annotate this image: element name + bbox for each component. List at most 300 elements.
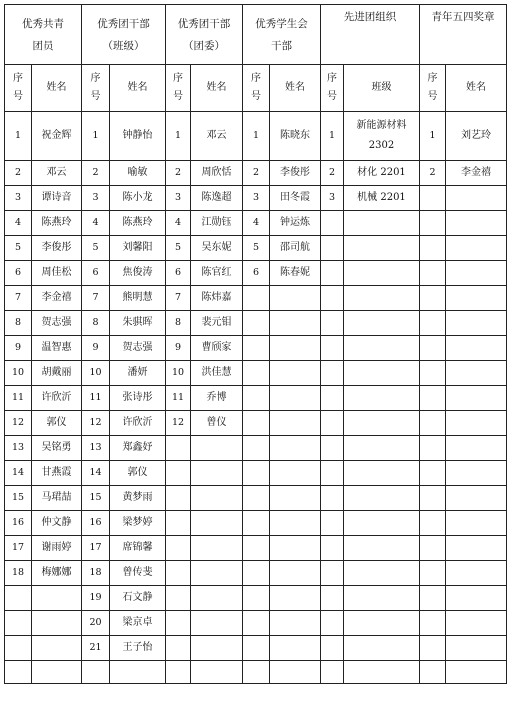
category-header-row — [5, 5, 507, 65]
table-row — [5, 386, 507, 411]
name-cell: 李俊彤 — [32, 236, 82, 261]
index-cell: 3 — [5, 186, 32, 211]
name-cell: 许欣沂 — [110, 411, 166, 436]
name-cell — [446, 186, 507, 211]
name-cell: 马珺喆 — [32, 486, 82, 511]
index-cell: 9 — [82, 336, 110, 361]
index-cell — [420, 261, 446, 286]
index-cell: 6 — [82, 261, 110, 286]
index-header: 序 号 — [5, 65, 32, 112]
class-cell-line: 新能源材料 — [356, 120, 407, 131]
index-cell — [420, 286, 446, 311]
index-cell — [243, 586, 270, 611]
index-cell — [243, 636, 270, 661]
name-cell — [446, 261, 507, 286]
class-cell — [344, 311, 420, 336]
index-cell: 13 — [82, 436, 110, 461]
name-cell — [446, 561, 507, 586]
table-row — [5, 236, 507, 261]
index-cell — [321, 511, 344, 536]
name-cell — [446, 311, 507, 336]
name-cell — [270, 536, 321, 561]
index-cell: 17 — [82, 536, 110, 561]
name-cell: 洪佳慧 — [191, 361, 243, 386]
table-row — [5, 586, 507, 611]
index-cell — [82, 661, 110, 684]
index-cell — [166, 511, 191, 536]
name-cell — [191, 461, 243, 486]
name-cell — [191, 586, 243, 611]
index-cell — [321, 586, 344, 611]
name-cell — [32, 611, 82, 636]
index-cell: 1 — [82, 112, 110, 161]
name-cell: 王子怡 — [110, 636, 166, 661]
name-cell: 陈燕玲 — [110, 211, 166, 236]
name-cell — [191, 636, 243, 661]
category-header: 优秀团干部 （团委） — [166, 5, 243, 65]
name-cell: 梁京卓 — [110, 611, 166, 636]
name-cell — [32, 636, 82, 661]
index-cell: 9 — [5, 336, 32, 361]
name-cell: 陈炜嘉 — [191, 286, 243, 311]
index-cell — [166, 461, 191, 486]
category-header: 先进团组织 — [321, 5, 420, 65]
index-cell — [5, 586, 32, 611]
index-cell — [420, 436, 446, 461]
name-cell — [446, 536, 507, 561]
class-cell — [344, 561, 420, 586]
class-cell — [344, 261, 420, 286]
index-cell — [420, 536, 446, 561]
index-cell: 18 — [82, 561, 110, 586]
index-cell: 3 — [166, 186, 191, 211]
name-cell — [446, 336, 507, 361]
table-row — [5, 311, 507, 336]
index-cell: 13 — [5, 436, 32, 461]
name-header: 姓名 — [32, 65, 82, 112]
name-cell — [32, 661, 82, 684]
class-cell — [344, 336, 420, 361]
name-cell — [270, 636, 321, 661]
index-cell — [166, 536, 191, 561]
index-cell: 5 — [243, 236, 270, 261]
index-cell: 6 — [5, 261, 32, 286]
index-cell: 18 — [5, 561, 32, 586]
name-cell: 贺志强 — [110, 336, 166, 361]
name-cell — [191, 611, 243, 636]
category-header: 优秀学生会 干部 — [243, 5, 321, 65]
index-cell — [243, 461, 270, 486]
index-cell — [243, 436, 270, 461]
index-cell: 11 — [5, 386, 32, 411]
name-cell — [446, 611, 507, 636]
index-cell — [243, 661, 270, 684]
class-cell — [344, 611, 420, 636]
name-cell — [446, 511, 507, 536]
name-cell: 陈燕玲 — [32, 211, 82, 236]
index-header: 序 号 — [82, 65, 110, 112]
index-cell — [420, 511, 446, 536]
index-cell: 2 — [321, 161, 344, 186]
index-cell: 1 — [420, 112, 446, 161]
name-cell: 江勋钰 — [191, 211, 243, 236]
name-cell: 甘燕霞 — [32, 461, 82, 486]
table-row — [5, 112, 507, 161]
name-cell: 郭仪 — [32, 411, 82, 436]
name-cell: 朱骐晖 — [110, 311, 166, 336]
index-cell — [420, 661, 446, 684]
class-cell — [344, 486, 420, 511]
index-cell: 10 — [166, 361, 191, 386]
index-header: 序 号 — [166, 65, 191, 112]
name-cell — [446, 211, 507, 236]
index-cell — [321, 461, 344, 486]
index-cell: 2 — [420, 161, 446, 186]
name-header: 姓名 — [270, 65, 321, 112]
name-header: 姓名 — [191, 65, 243, 112]
name-cell — [270, 411, 321, 436]
index-cell — [243, 386, 270, 411]
index-cell — [321, 286, 344, 311]
name-header: 姓名 — [110, 65, 166, 112]
name-cell — [270, 561, 321, 586]
index-cell: 4 — [5, 211, 32, 236]
name-cell: 熊明慧 — [110, 286, 166, 311]
index-cell: 9 — [166, 336, 191, 361]
index-cell: 12 — [166, 411, 191, 436]
index-cell — [420, 586, 446, 611]
category-header: 优秀共青 团员 — [5, 5, 82, 65]
class-header: 班级 — [344, 65, 420, 112]
index-cell — [321, 236, 344, 261]
index-cell — [420, 236, 446, 261]
index-cell: 16 — [82, 511, 110, 536]
index-cell — [5, 661, 32, 684]
index-header: 序 号 — [420, 65, 446, 112]
name-cell — [446, 586, 507, 611]
name-cell — [191, 436, 243, 461]
name-cell — [270, 461, 321, 486]
index-cell — [166, 486, 191, 511]
index-cell: 7 — [5, 286, 32, 311]
name-cell: 许欣沂 — [32, 386, 82, 411]
index-cell — [243, 411, 270, 436]
column-header-row — [5, 65, 507, 112]
table-row — [5, 286, 507, 311]
index-cell — [243, 536, 270, 561]
index-cell — [420, 336, 446, 361]
category-header: 青年五四奖章 — [420, 5, 507, 65]
index-cell — [166, 586, 191, 611]
index-cell: 4 — [166, 211, 191, 236]
name-cell: 曹颀家 — [191, 336, 243, 361]
index-cell: 1 — [5, 112, 32, 161]
index-header: 序 号 — [243, 65, 270, 112]
name-cell: 喻敏 — [110, 161, 166, 186]
name-cell: 张诗彤 — [110, 386, 166, 411]
index-cell — [321, 336, 344, 361]
class-cell — [344, 661, 420, 684]
name-cell: 钟运炼 — [270, 211, 321, 236]
name-cell: 石文静 — [110, 586, 166, 611]
index-cell — [166, 436, 191, 461]
name-header: 姓名 — [446, 65, 507, 112]
table-row — [5, 361, 507, 386]
index-cell: 2 — [166, 161, 191, 186]
name-cell: 陈春妮 — [270, 261, 321, 286]
index-cell — [5, 611, 32, 636]
name-cell: 陈晓东 — [270, 112, 321, 161]
index-cell: 20 — [82, 611, 110, 636]
table-row — [5, 411, 507, 436]
table-row — [5, 186, 507, 211]
name-cell — [270, 586, 321, 611]
name-cell — [446, 661, 507, 684]
index-cell: 15 — [5, 486, 32, 511]
index-cell — [321, 211, 344, 236]
class-cell — [344, 461, 420, 486]
index-cell: 1 — [321, 112, 344, 161]
name-cell: 郑鑫妤 — [110, 436, 166, 461]
name-cell — [191, 486, 243, 511]
table-row — [5, 611, 507, 636]
name-cell: 谢雨婷 — [32, 536, 82, 561]
index-cell — [243, 311, 270, 336]
index-cell: 8 — [82, 311, 110, 336]
name-cell — [270, 361, 321, 386]
name-cell: 周欣恬 — [191, 161, 243, 186]
index-cell: 21 — [82, 636, 110, 661]
name-cell: 吴铭勇 — [32, 436, 82, 461]
index-cell: 19 — [82, 586, 110, 611]
name-cell: 周佳松 — [32, 261, 82, 286]
index-cell: 8 — [166, 311, 191, 336]
class-cell — [344, 211, 420, 236]
class-cell — [344, 386, 420, 411]
class-cell — [344, 112, 420, 161]
class-cell — [344, 286, 420, 311]
name-cell — [446, 636, 507, 661]
class-cell — [344, 436, 420, 461]
name-cell: 吴东妮 — [191, 236, 243, 261]
index-cell — [243, 336, 270, 361]
table-row — [5, 661, 507, 684]
index-cell — [420, 561, 446, 586]
name-cell — [270, 611, 321, 636]
index-cell — [243, 361, 270, 386]
table-row — [5, 486, 507, 511]
index-cell: 2 — [5, 161, 32, 186]
name-cell — [191, 561, 243, 586]
index-cell: 2 — [82, 161, 110, 186]
name-cell: 胡戴丽 — [32, 361, 82, 386]
class-cell-line: 2302 — [368, 140, 395, 151]
index-cell — [321, 661, 344, 684]
index-cell — [321, 361, 344, 386]
index-header: 序 号 — [321, 65, 344, 112]
name-cell: 谭诗音 — [32, 186, 82, 211]
name-cell — [110, 661, 166, 684]
name-cell: 李俊彤 — [270, 161, 321, 186]
name-cell — [270, 286, 321, 311]
index-cell: 1 — [166, 112, 191, 161]
index-cell: 8 — [5, 311, 32, 336]
index-cell — [420, 386, 446, 411]
name-cell — [191, 511, 243, 536]
table-row — [5, 336, 507, 361]
name-cell: 黄梦雨 — [110, 486, 166, 511]
index-cell — [420, 311, 446, 336]
class-cell — [344, 636, 420, 661]
name-cell — [446, 361, 507, 386]
name-cell: 田冬霞 — [270, 186, 321, 211]
name-cell: 邵司航 — [270, 236, 321, 261]
name-cell: 邓云 — [32, 161, 82, 186]
index-cell — [243, 561, 270, 586]
index-cell — [321, 411, 344, 436]
index-cell — [321, 386, 344, 411]
name-cell — [446, 436, 507, 461]
index-cell: 11 — [82, 386, 110, 411]
name-cell — [32, 586, 82, 611]
index-cell — [420, 361, 446, 386]
index-cell — [243, 486, 270, 511]
name-cell — [270, 436, 321, 461]
name-cell: 焦俊涛 — [110, 261, 166, 286]
table-row — [5, 436, 507, 461]
index-cell — [420, 211, 446, 236]
name-cell — [191, 536, 243, 561]
table-row — [5, 211, 507, 236]
index-cell — [5, 636, 32, 661]
index-cell: 3 — [82, 186, 110, 211]
name-cell — [446, 486, 507, 511]
name-cell — [270, 311, 321, 336]
class-cell — [344, 536, 420, 561]
index-cell — [420, 461, 446, 486]
name-cell: 梁梦婷 — [110, 511, 166, 536]
name-cell: 陈逸超 — [191, 186, 243, 211]
name-cell: 陈官红 — [191, 261, 243, 286]
name-cell: 陈小龙 — [110, 186, 166, 211]
index-cell: 17 — [5, 536, 32, 561]
index-cell — [420, 611, 446, 636]
table-row — [5, 636, 507, 661]
class-cell: 材化 2201 — [344, 161, 420, 186]
index-cell: 1 — [243, 112, 270, 161]
index-cell: 12 — [5, 411, 32, 436]
name-cell — [270, 511, 321, 536]
index-cell — [420, 186, 446, 211]
index-cell: 14 — [82, 461, 110, 486]
table-row — [5, 461, 507, 486]
index-cell — [420, 411, 446, 436]
name-cell: 郭仪 — [110, 461, 166, 486]
table-row — [5, 161, 507, 186]
index-cell — [243, 611, 270, 636]
class-cell — [344, 511, 420, 536]
index-cell: 11 — [166, 386, 191, 411]
index-cell — [321, 261, 344, 286]
name-cell: 曾传斐 — [110, 561, 166, 586]
name-cell — [191, 661, 243, 684]
index-cell — [166, 661, 191, 684]
index-cell — [321, 436, 344, 461]
index-cell — [321, 611, 344, 636]
table-row — [5, 561, 507, 586]
name-cell — [270, 336, 321, 361]
index-cell: 2 — [243, 161, 270, 186]
awards-table — [4, 4, 507, 684]
name-cell — [270, 386, 321, 411]
index-cell: 16 — [5, 511, 32, 536]
name-cell: 裴元钼 — [191, 311, 243, 336]
name-cell — [446, 411, 507, 436]
index-cell — [243, 511, 270, 536]
name-cell: 潘妍 — [110, 361, 166, 386]
index-cell: 5 — [166, 236, 191, 261]
name-cell: 乔博 — [191, 386, 243, 411]
name-cell: 刘馨阳 — [110, 236, 166, 261]
name-cell: 席锦馨 — [110, 536, 166, 561]
index-cell: 10 — [82, 361, 110, 386]
table-row — [5, 511, 507, 536]
name-cell: 梅娜娜 — [32, 561, 82, 586]
class-cell: 机械 2201 — [344, 186, 420, 211]
index-cell: 6 — [166, 261, 191, 286]
index-cell — [166, 611, 191, 636]
name-cell — [446, 236, 507, 261]
name-cell: 仲文静 — [32, 511, 82, 536]
index-cell: 12 — [82, 411, 110, 436]
table-row — [5, 536, 507, 561]
index-cell — [321, 311, 344, 336]
index-cell — [321, 486, 344, 511]
index-cell: 7 — [166, 286, 191, 311]
class-cell — [344, 361, 420, 386]
name-cell: 刘艺玲 — [446, 112, 507, 161]
index-cell: 5 — [82, 236, 110, 261]
name-cell: 贺志强 — [32, 311, 82, 336]
name-cell: 温智惠 — [32, 336, 82, 361]
index-cell — [243, 286, 270, 311]
name-cell: 钟静怡 — [110, 112, 166, 161]
index-cell — [420, 486, 446, 511]
index-cell — [321, 536, 344, 561]
name-cell — [270, 486, 321, 511]
category-header: 优秀团干部 （班级） — [82, 5, 166, 65]
index-cell: 3 — [243, 186, 270, 211]
index-cell — [321, 561, 344, 586]
index-cell: 6 — [243, 261, 270, 286]
name-cell: 祝金辉 — [32, 112, 82, 161]
name-cell — [270, 661, 321, 684]
name-cell: 李金禧 — [446, 161, 507, 186]
index-cell: 5 — [5, 236, 32, 261]
index-cell: 14 — [5, 461, 32, 486]
class-cell — [344, 586, 420, 611]
name-cell: 李金禧 — [32, 286, 82, 311]
index-cell — [420, 636, 446, 661]
class-cell — [344, 236, 420, 261]
index-cell — [166, 561, 191, 586]
index-cell: 4 — [243, 211, 270, 236]
index-cell: 4 — [82, 211, 110, 236]
table-row — [5, 261, 507, 286]
name-cell: 曾仪 — [191, 411, 243, 436]
index-cell: 3 — [321, 186, 344, 211]
name-cell: 邓云 — [191, 112, 243, 161]
